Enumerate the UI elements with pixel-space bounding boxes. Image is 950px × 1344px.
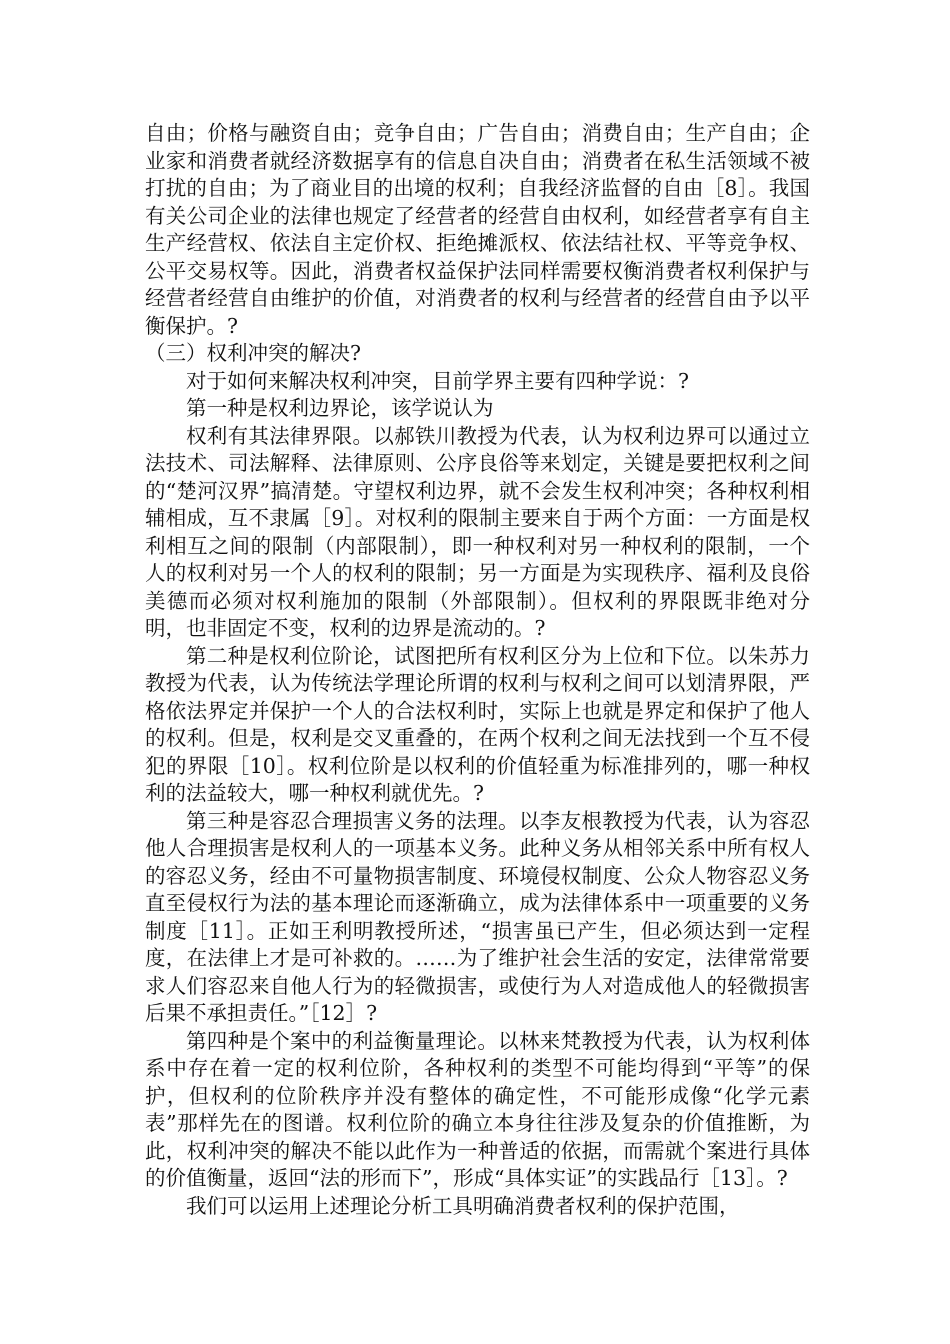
- paragraph-theory-four: 第四种是个案中的利益衡量理论。以林来梵教授为代表，认为权利体系中存在着一定的权利位阶，各种权利的类型不可能均得到“平等”的保护，但权利的位阶秩序并没有整体的确定性，不可能形成像“化学元素表”那样先在的图谱。权利位阶的确立本身往往涉及复杂的价值推断，为此，权利冲突的解决不能以此作为一种普适的依据，而需就个案进行具体的价值衡量，返回“法的形而下”，形成“具体实证”的实践品行［13］。?: [145, 1028, 810, 1190]
- section-heading-conflict-resolution: （三）权利冲突的解决?: [145, 341, 361, 365]
- paragraph-theory-three: 第三种是容忍合理损害义务的法理。以李友根教授为代表，认为容忍他人合理损害是权利人的一项基本义务。此种义务从相邻关系中所有权人的容忍义务，经由不可量物损害制度、环境侵权制度、公众人物容忍义务直至侵权行为法的基本理论而逐渐确立，成为法律体系中一项重要的义务制度［11］。正如王利明教授所述，“损害虽已产生，但必须达到一定程度，在法律上才是可补救的。……为了维护社会生活的安定，法律常常要求人们容忍来自他人行为的轻微损害，或使行为人对造成他人的轻微损害后果不承担责任。”［12］?: [145, 808, 810, 1025]
- paragraph-theory-one-body: 权利有其法律界限。以郝铁川教授为代表，认为权利边界可以通过立法技术、司法解释、法律原则、公序良俗等来划定，关键是要把权利之间的“楚河汉界”搞清楚。守望权利边界，就不会发生权利冲突；各种权利相辅相成，互不隶属［9］。对权利的限制主要来自于两个方面：一方面是权利相互之间的限制（内部限制），即一种权利对另一种权利的限制，一个人的权利对另一个人的权利的限制；另一方面是为实现秩序、福利及良俗美德而必须对权利施加的限制（外部限制）。但权利的界限既非绝对分明，也非固定不变，权利的边界是流动的。?: [145, 423, 810, 640]
- paragraph-four-theories-intro: 对于如何来解决权利冲突，目前学界主要有四种学说：?: [186, 368, 689, 393]
- paragraph-freedom-list: 自由；价格与融资自由；竞争自由；广告自由；消费自由；生产自由；企业家和消费者就经济数据享有的信息自决自由；消费者在私生活领域不被打扰的自由；为了商业目的出境的权利；自我经济监督的自由［8］。我国有关公司企业的法律也规定了经营者的经营自由权利，如经营者享有自主生产经营权、依法自主定价权、拒绝摊派权、依法结社权、平等竞争权、公平交易权等。因此，消费者权益保护法同样需要权衡消费者权利保护与经营者经营自由维护的价值，对消费者的权利与经营者的经营自由予以平衡保护。?: [145, 121, 810, 338]
- paragraph-theory-two: 第二种是权利位阶论，试图把所有权利区分为上位和下位。以朱苏力教授为代表，认为传统法学理论所谓的权利与权利之间可以划清界限，严格依法界定并保护一个人的合法权利时，实际上也就是界定和保护了他人的权利。但是，权利是交叉重叠的，在两个权利之间无法找到一个互不侵犯的界限［10］。权利位阶是以权利的价值轻重为标准排列的，哪一种权利的法益较大，哪一种权利就优先。?: [145, 643, 810, 805]
- paragraph-theory-one-intro: 第一种是权利边界论，该学说认为: [186, 396, 494, 420]
- paragraph-conclusion-start: 我们可以运用上述理论分析工具明确消费者权利的保护范围，: [186, 1193, 740, 1218]
- document-page: [145, 120, 810, 1220]
